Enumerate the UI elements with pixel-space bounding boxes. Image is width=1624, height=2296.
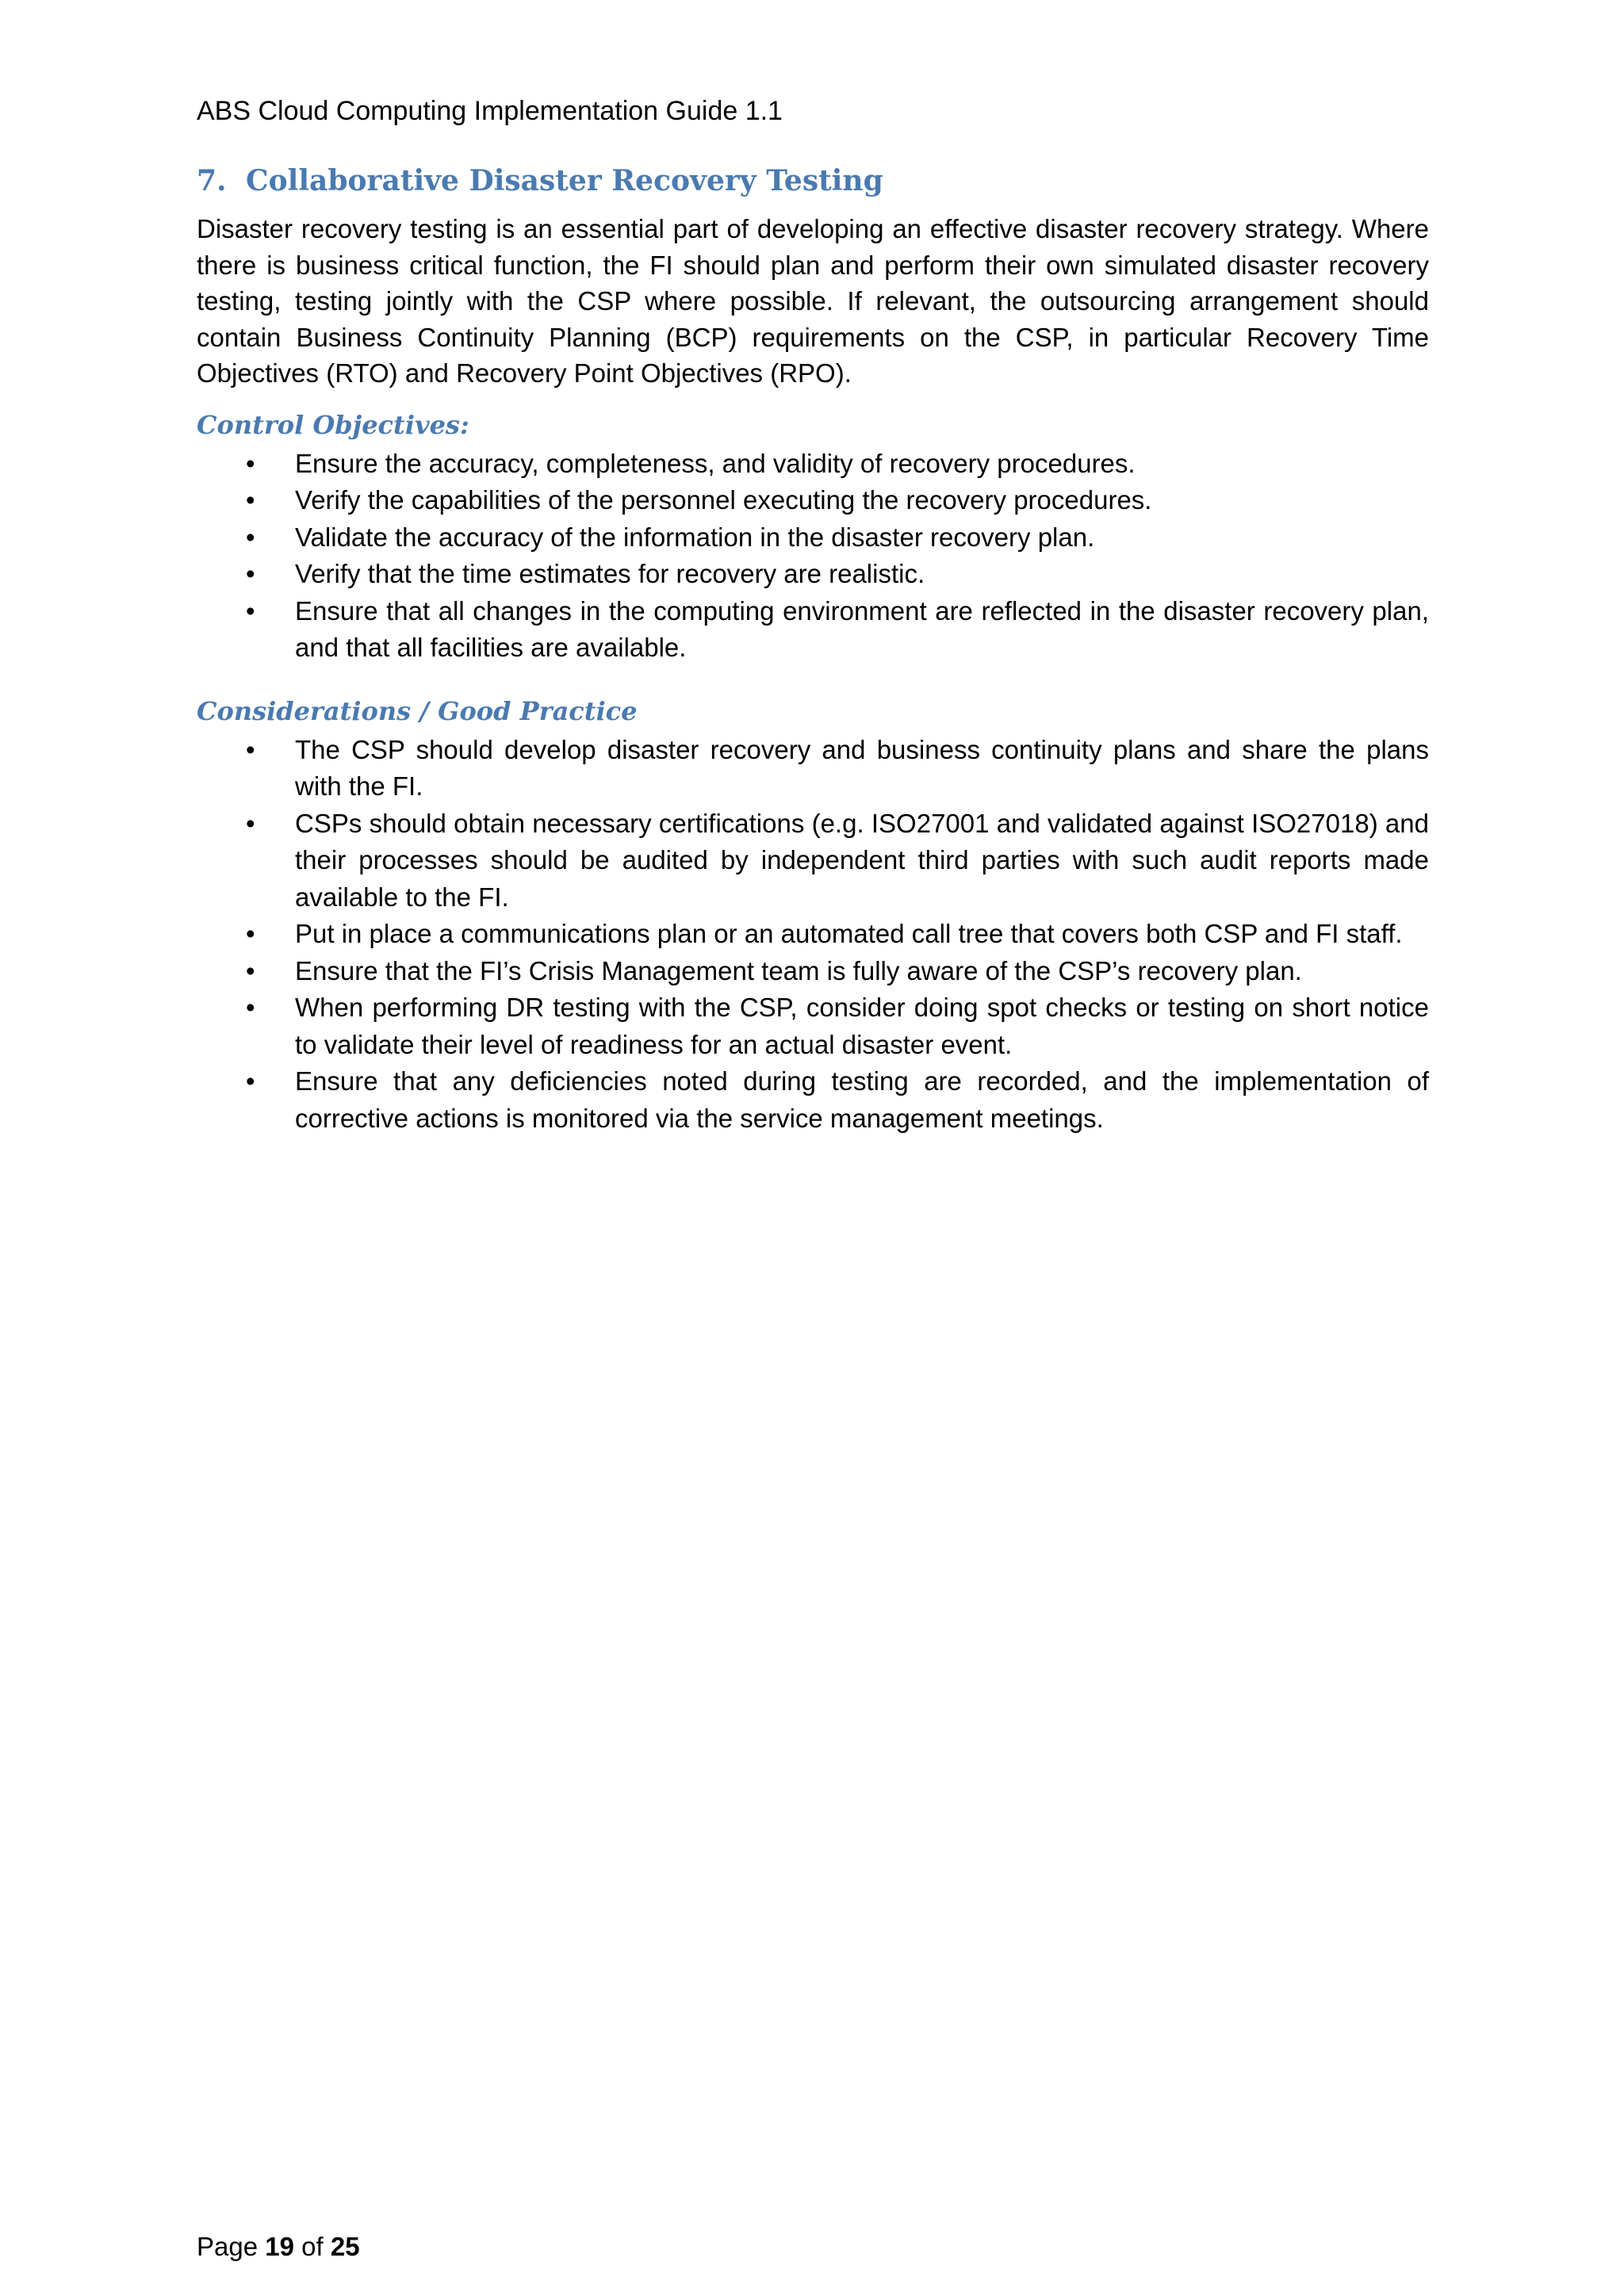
list-item (197, 1063, 1429, 1137)
list-item (197, 556, 1429, 593)
page-total: 25 (330, 2232, 360, 2261)
list-item-text: The CSP should develop disaster recovery and business continuity plans and share the plans with the FI. (295, 734, 1429, 802)
list-item (197, 519, 1429, 557)
section-number: 7. (197, 164, 227, 197)
considerations-heading: Considerations / Good Practice (197, 695, 638, 726)
page-content (197, 157, 1429, 1137)
intro-paragraph: Disaster recovery testing is an essential part of developing an effective disaster recovery strategy. Where there is business critical function, the FI should plan and perform their own simulated disaster recovery testing, testing jointly with the CSP where possible. If relevant, the outsourcing arrangement should contain Business Continuity Planning (BCP) requirements on the CSP, in particular Recovery Time Objectives (RTO) and Recovery Point Objectives (RPO). (197, 214, 1429, 388)
list-item-text: Validate the accuracy of the information in the disaster recovery plan. (295, 522, 1095, 552)
bullet-icon: • (246, 1066, 255, 1096)
list-item-text: Verify the capabilities of the personnel executing the recovery procedures. (295, 485, 1152, 515)
bullet-icon: • (246, 448, 255, 478)
running-header: ABS Cloud Computing Implementation Guide 1.1 (197, 96, 783, 126)
page-current: 19 (265, 2232, 294, 2261)
bullet-icon: • (246, 919, 255, 949)
list-item (197, 593, 1429, 667)
bullet-icon: • (246, 808, 255, 838)
bullet-icon: • (246, 485, 255, 515)
list-item-text: Ensure that any deficiencies noted during testing are recorded, and the implementation of corrective actions is monitored via the service management meetings. (295, 1066, 1429, 1133)
list-item (197, 953, 1429, 990)
list-item-text: CSPs should obtain necessary certifications (e.g. ISO27001 and validated against ISO27018) and their processes should be audited by independent third parties with such audit reports made available to the FI. (295, 808, 1429, 912)
list-item (197, 806, 1429, 916)
list-item-text: Ensure that all changes in the computing environment are reflected in the disaster recovery plan, and that all facilities are available. (295, 595, 1429, 663)
list-item-text: When performing DR testing with the CSP, consider doing spot checks or testing on short notice to validate their level of readiness for an actual disaster event. (295, 993, 1429, 1059)
control-objectives-list (197, 446, 1429, 667)
list-item-text: Ensure the accuracy, completeness, and validity of recovery procedures. (295, 448, 1136, 478)
list-item-text: Ensure that the FI’s Crisis Management team is fully aware of the CSP’s recovery plan. (295, 955, 1302, 985)
bullet-icon: • (246, 955, 255, 985)
bullet-icon: • (246, 595, 255, 626)
considerations-list (197, 732, 1429, 1138)
list-item-text: Verify that the time estimates for recovery are realistic. (295, 559, 925, 589)
bullet-icon: • (246, 522, 255, 552)
list-item (197, 916, 1429, 953)
list-item (197, 446, 1429, 483)
list-item (197, 482, 1429, 519)
page-of: of (301, 2232, 324, 2261)
section-heading (197, 157, 1429, 205)
bullet-icon: • (246, 734, 255, 764)
list-item-text: Put in place a communications plan or an automated call tree that covers both CSP and FI staff. (295, 919, 1403, 949)
page-prefix: Page (197, 2232, 259, 2261)
bullet-icon: • (246, 559, 255, 589)
page-footer (197, 2231, 360, 2263)
list-item (197, 732, 1429, 806)
list-item (197, 989, 1429, 1063)
section-title: Collaborative Disaster Recovery Testing (246, 164, 883, 197)
bullet-icon: • (246, 993, 255, 1023)
control-objectives-heading: Control Objectives: (197, 409, 469, 440)
